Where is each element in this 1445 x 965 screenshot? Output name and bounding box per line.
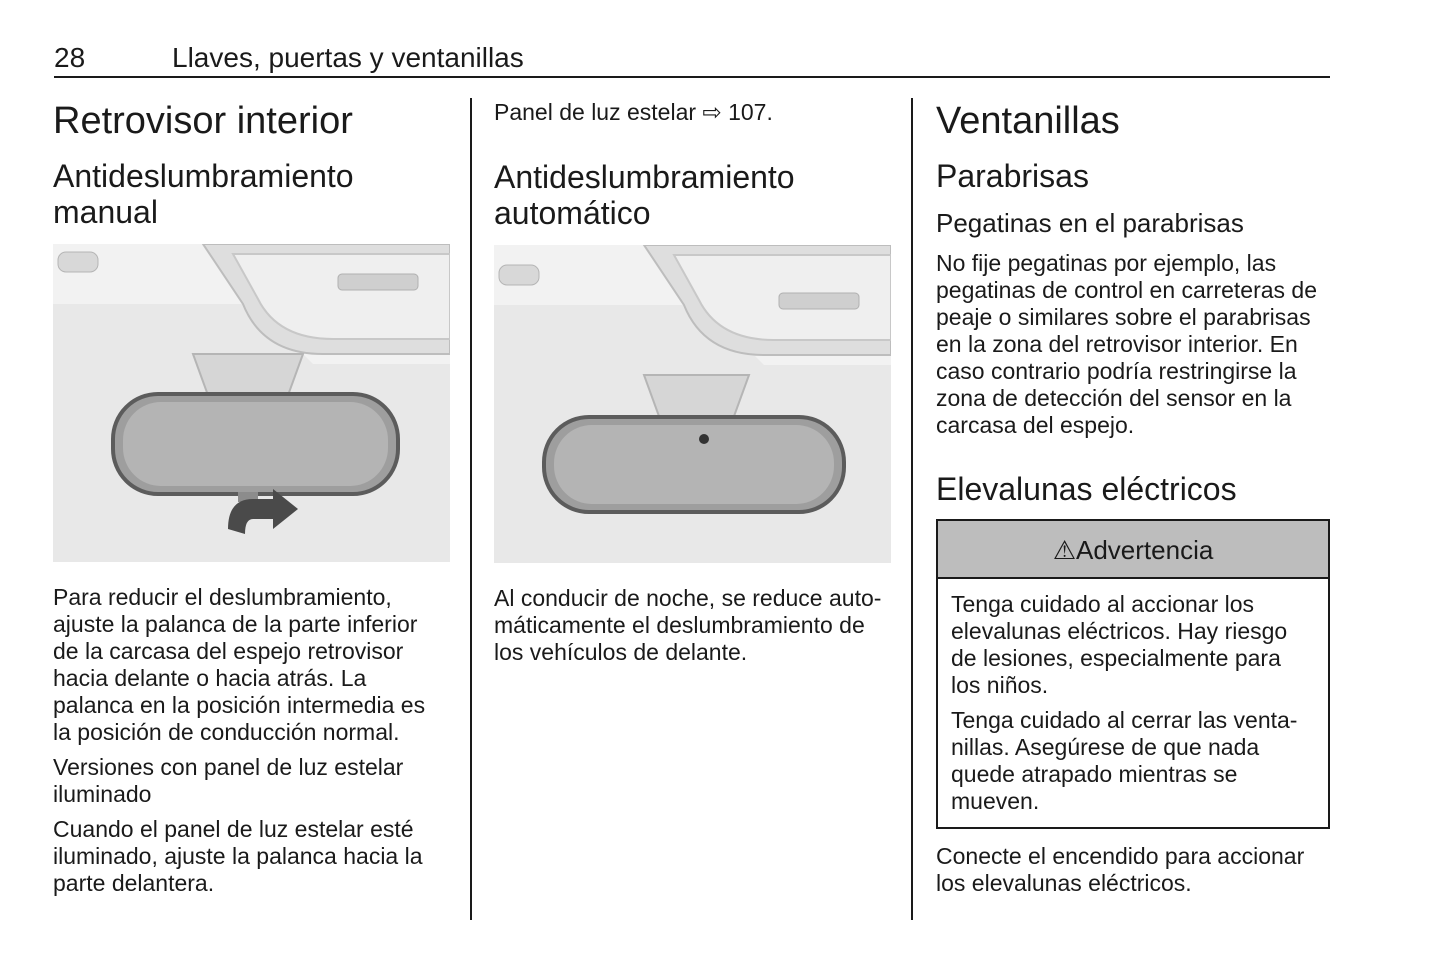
warning-p2-line-1: Tenga cuidado al cerrar las venta-	[951, 707, 1298, 733]
pegatinas-body-line-2: pegatinas de control en carreteras de	[936, 277, 1318, 303]
pegatinas-body-line-4: en la zona del retrovisor interior. En	[936, 331, 1298, 357]
column-1	[53, 98, 451, 897]
warning-p1-line-3: de lesiones, especialmente para	[951, 645, 1281, 671]
starlight-body-line-3: parte delantera.	[53, 870, 215, 896]
warning-p2-line-4: mueven.	[951, 788, 1040, 814]
closing-body-line-2: los elevalunas eléctricos.	[936, 870, 1192, 896]
subheading-automatic-line2: automático	[494, 195, 651, 231]
subheading-elevalunas: Elevalunas eléctricos	[936, 471, 1237, 507]
warning-p2-line-2: nillas. Asegúrese de que nada	[951, 734, 1260, 760]
manual-mirror-illustration	[53, 244, 450, 562]
automatic-body-line-2: máticamente el deslumbramiento de	[494, 612, 865, 638]
manual-body-line-5: palanca en la posición intermedia es	[53, 692, 426, 718]
column-3	[936, 98, 1330, 897]
subsubheading-pegatinas: Pegatinas en el parabrisas	[936, 208, 1244, 238]
header-rule	[54, 76, 1330, 78]
warning-p1-line-1: Tenga cuidado al accionar los	[951, 591, 1255, 617]
manual-body-line-6: la posición de conducción normal.	[53, 719, 400, 745]
heading-retrovisor: Retrovisor interior	[53, 100, 353, 142]
cross-reference	[494, 99, 892, 126]
manual-body-line-4: hacia delante o hacia atrás. La	[53, 665, 367, 691]
warning-box	[936, 519, 1330, 829]
starlight-subheading-line-2: iluminado	[53, 781, 152, 807]
column-divider-1	[470, 98, 472, 920]
starlight-body-line-2: iluminado, ajuste la palanca hacia la	[53, 843, 423, 869]
automatic-body-line-1: Al conducir de noche, se reduce auto-	[494, 585, 882, 611]
subheading-manual-line2: manual	[53, 194, 158, 230]
subheading-manual	[53, 158, 451, 230]
cross-reference-text: Panel de luz estelar	[494, 99, 697, 125]
pegatinas-body-line-3: peaje o similares sobre el parabrisas	[936, 304, 1311, 330]
manual-body-line-1: Para reducir el deslumbramiento,	[53, 584, 392, 610]
warning-body	[938, 579, 1328, 827]
subheading-manual-line1: Antideslumbramiento	[53, 158, 354, 194]
automatic-body-line-3: los vehículos de delante.	[494, 639, 748, 665]
warning-triangle-icon: ⚠	[1052, 535, 1076, 565]
warning-p1-line-2: elevalunas eléctricos. Hay riesgo	[951, 618, 1288, 644]
manual-body	[53, 584, 451, 746]
starlight-body-line-1: Cuando el panel de luz estelar esté	[53, 816, 414, 842]
closing-body	[936, 843, 1330, 897]
section-title: Llaves, puertas y ventanillas	[172, 42, 524, 73]
heading-ventanillas: Ventanillas	[936, 100, 1120, 142]
warning-title: Advertencia	[1076, 535, 1214, 565]
page-number: 28	[54, 42, 86, 73]
subheading-parabrisas: Parabrisas	[936, 158, 1089, 194]
column-divider-2	[911, 98, 913, 920]
pegatinas-body	[936, 250, 1330, 439]
starlight-subheading-line-1: Versiones con panel de luz estelar	[53, 754, 404, 780]
starlight-body	[53, 816, 451, 897]
starlight-subheading	[53, 754, 451, 808]
automatic-mirror-illustration	[494, 245, 891, 563]
pegatinas-body-line-1: No fije pegatinas por ejemplo, las	[936, 250, 1277, 276]
pegatinas-body-line-7: carcasa del espejo.	[936, 412, 1135, 438]
warning-p1-line-4: los niños.	[951, 672, 1049, 698]
warning-header	[938, 521, 1328, 579]
subheading-automatic-line1: Antideslumbramiento	[494, 159, 795, 195]
arrow-right-icon: ⇨	[702, 99, 722, 125]
manual-body-line-2: ajuste la palanca de la parte inferior	[53, 611, 418, 637]
pegatinas-body-line-6: zona de detección del sensor en la	[936, 385, 1292, 411]
automatic-body	[494, 585, 892, 666]
cross-reference-page: 107.	[728, 99, 773, 125]
manual-body-line-3: de la carcasa del espejo retrovisor	[53, 638, 404, 664]
pegatinas-body-line-5: caso contrario podría restringirse la	[936, 358, 1297, 384]
column-2	[494, 98, 892, 666]
warning-p2-line-3: quede atrapado mientras se	[951, 761, 1238, 787]
subheading-automatic	[494, 159, 892, 231]
closing-body-line-1: Conecte el encendido para accionar	[936, 843, 1305, 869]
